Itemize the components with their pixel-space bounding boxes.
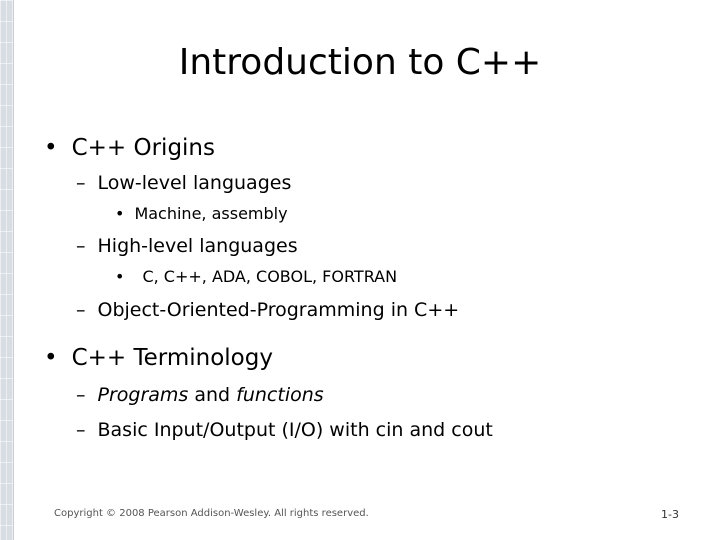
term-programs: Programs: [97, 384, 189, 406]
footer-copyright: Copyright © 2008 Pearson Addison-Wesley. All rights reserved.: [54, 508, 369, 519]
dash-marker: –: [76, 235, 86, 257]
dash-marker: –: [76, 172, 86, 194]
footer-page-number: 1-3: [661, 508, 679, 521]
dash-marker: –: [76, 384, 86, 406]
bullet-text: Basic Input/Output (I/O) with cin and cout: [97, 419, 493, 441]
dash-marker: –: [76, 299, 86, 321]
bullet-marker: •: [115, 204, 125, 223]
term-functions: functions: [236, 384, 324, 406]
connector-text: and: [188, 384, 237, 406]
sub-sub-bullet-machine-assembly: [115, 206, 288, 222]
bullet-marker: •: [44, 135, 58, 161]
sub-bullet-high-level-languages: [76, 237, 298, 256]
bullet-text: High-level languages: [97, 235, 298, 257]
bullet-marker: •: [115, 267, 125, 286]
bullet-item-cpp-terminology: [44, 347, 273, 370]
bullet-text: C++ Origins: [71, 135, 215, 161]
dash-marker: –: [76, 419, 86, 441]
sub-bullet-oop: [76, 301, 459, 320]
bullet-text: C, C++, ADA, COBOL, FORTRAN: [142, 267, 398, 286]
bullet-marker: •: [44, 345, 58, 371]
bullet-item-cpp-origins: [44, 137, 215, 160]
sub-sub-bullet-languages-list: [115, 269, 397, 285]
slide-title: Introduction to C++: [178, 42, 542, 83]
bullet-text: Object-Oriented-Programming in C++: [97, 299, 460, 321]
sub-bullet-low-level-languages: [76, 174, 291, 193]
bullet-text: Low-level languages: [97, 172, 292, 194]
sub-bullet-programs-functions: [76, 386, 324, 405]
sub-bullet-basic-io: [76, 421, 493, 440]
bullet-text: Machine, assembly: [134, 204, 288, 223]
bullet-text: C++ Terminology: [71, 345, 273, 371]
